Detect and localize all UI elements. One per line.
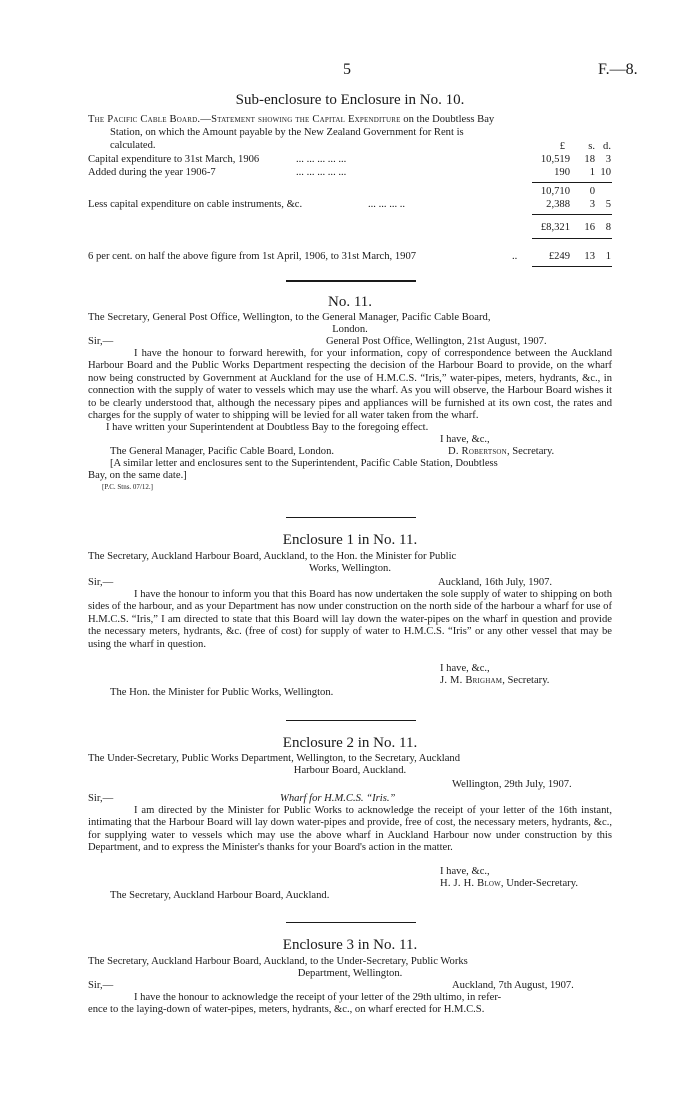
row-shillings: 18 xyxy=(584,154,595,165)
header-pounds: £ xyxy=(559,141,565,152)
enc1-body: I have the honour to inform you that this Board has now undertaken the sole supply of water to shipping on both sides of the harbour, and as your Department has now under construction on the north side of the harbour a wharf for use of H.M.C.S. “Iris,” I am directed to state that this Board will lay down the water-pipes on the wharf in question and provide the necessary meters, hydrants, &c. (free of cost) for supply of water to H.M.C.S. “Iris” or any other vessel that may be using the wharf in question. xyxy=(88,589,612,650)
no11-recipient: The General Manager, Pacific Cable Board, London. xyxy=(110,446,335,457)
enc3-address-line-2: Department, Wellington. xyxy=(297,968,403,979)
enc2-address-line-2: Harbour Board, Auckland. xyxy=(293,765,407,776)
enc2-address-line-1: The Under-Secretary, Public Works Department, Wellington, to the Secretary, Auckland xyxy=(88,753,460,764)
signature-name: J. M. Brigham xyxy=(440,675,503,686)
row-label: Capital expenditure to 31st March, 1906 xyxy=(88,154,260,165)
row-pounds: 2,388 xyxy=(546,199,570,210)
no11-body: I have the honour to forward herewith, for your information, copy of correspondence between the Auckland Harbour Board and the Public Works Department respecting the decision of the Harbour Board to provide, on the wharf now being constructed by Government at Auckland for the use of H.M.C.S. “Iris,” water-pipes, meters, hydrants, &c., in connection with the supply of water to vessels which may use the wharf. As you will observe, the Harbour Board wishes it to be clearly understood that, although the necessary pipes and appliances will be furnished at its own cost, the rates and charges for the supply of water to shipping will be levied for all water taken from the wharf. xyxy=(88,348,612,422)
enc1-closing: I have, &c., xyxy=(440,663,490,674)
row-pounds: 10,710 xyxy=(540,186,570,197)
row-leader: .. xyxy=(512,251,518,262)
row-shillings: 0 xyxy=(589,186,595,197)
header-pence: d. xyxy=(603,141,611,152)
statement-title-line-1 xyxy=(88,114,494,126)
enc1-signature xyxy=(440,675,549,687)
enc2-heading: Enclosure 2 in No. 11. xyxy=(282,735,418,751)
statement-title-part: Capital Expenditure xyxy=(312,114,401,125)
enc1-recipient: The Hon. the Minister for Public Works, Wellington. xyxy=(110,687,334,698)
total-rule xyxy=(532,214,612,215)
section-separator xyxy=(286,280,416,282)
document-code: F.—8. xyxy=(598,61,638,78)
final-rule xyxy=(532,266,612,267)
row-pence: 8 xyxy=(605,222,611,233)
enc1-place-date: Auckland, 16th July, 1907. xyxy=(438,577,553,588)
enc2-signature xyxy=(440,878,578,890)
no11-salutation: Sir,— xyxy=(88,336,114,347)
no11-address-line-2: London. xyxy=(332,324,368,335)
enc1-address-line-1: The Secretary, Auckland Harbour Board, Auckland, to the Hon. the Minister for Public xyxy=(88,551,457,562)
row-pounds: £8,321 xyxy=(540,222,570,233)
no11-note-line-1: [A similar letter and enclosures sent to the Superintendent, Pacific Cable Station, Doubtless xyxy=(110,458,498,469)
no11-closing: I have, &c., xyxy=(440,434,490,445)
row-shillings: 13 xyxy=(584,251,595,262)
no11-body-2: I have written your Superintendent at Doubtless Bay to the foregoing effect. xyxy=(106,422,429,433)
signature-title: , Secretary. xyxy=(506,446,555,457)
statement-title-line-2: Station, on which the Amount payable by the New Zealand Government for Rent is xyxy=(110,127,464,138)
row-label: 6 per cent. on half the above figure from 1st April, 1906, to 31st March, 1907 xyxy=(88,251,417,262)
no11-heading: No. 11. xyxy=(327,294,373,310)
enc2-salutation: Sir,— xyxy=(88,793,114,804)
statement-title-line-3: calculated. xyxy=(110,140,156,151)
subtotal-rule xyxy=(532,182,612,183)
row-shillings: 16 xyxy=(584,222,595,233)
row-pounds: £249 xyxy=(548,251,570,262)
row-leader: ... ... ... .. xyxy=(368,199,406,210)
enc3-salutation: Sir,— xyxy=(88,980,114,991)
enc1-address-line-2: Works, Wellington. xyxy=(309,563,391,574)
enc1-salutation: Sir,— xyxy=(88,577,114,588)
enc3-body-line-1: I have the honour to acknowledge the receipt of your letter of the 29th ultimo, in refer- xyxy=(134,992,502,1003)
enc3-address-line-1: The Secretary, Auckland Harbour Board, Auckland, to the Under-Secretary, Public Works xyxy=(88,956,468,967)
enc2-body: I am directed by the Minister for Public Works to acknowledge the receipt of your letter of the 16th instant, intimating that the Harbour Board will lay down water-pipes and provide, free of cost, the necessary meters, hydrants, &c., for supplying water to vessels which may use the above wharf in Auckland Harbour now under construction by this Department, and to express the Minister's thanks for your Board's action in the matter. xyxy=(88,805,612,854)
enc1-heading: Enclosure 1 in No. 11. xyxy=(282,532,418,548)
statement-title-part: —Statement showing the xyxy=(200,114,313,125)
no11-signature xyxy=(448,446,554,458)
row-pence: 1 xyxy=(605,251,611,262)
no11-place-date: General Post Office, Wellington, 21st August, 1907. xyxy=(326,336,547,347)
row-pounds: 190 xyxy=(554,167,570,178)
section-separator xyxy=(286,922,416,923)
signature-title: , Secretary. xyxy=(502,675,550,686)
section-separator xyxy=(286,720,416,721)
section-separator xyxy=(286,517,416,518)
page-number: 5 xyxy=(343,61,351,78)
signature-name: D. Robertson xyxy=(448,446,507,457)
row-shillings: 1 xyxy=(589,167,595,178)
total-rule-double xyxy=(532,238,612,239)
row-label: Less capital expenditure on cable instruments, &c. xyxy=(88,199,303,210)
row-leader: ... ... ... ... ... xyxy=(296,167,347,178)
header-shillings: s. xyxy=(588,141,595,152)
row-pounds: 10,519 xyxy=(540,154,570,165)
no11-address-line-1: The Secretary, General Post Office, Wellington, to the General Manager, Pacific Cable Board, xyxy=(88,312,491,323)
enc2-subject: Wharf for H.M.C.S. “Iris.” xyxy=(280,793,396,804)
row-leader: ... ... ... ... ... xyxy=(296,154,347,165)
row-label: Added during the year 1906-7 xyxy=(88,167,216,178)
row-pence: 10 xyxy=(600,167,611,178)
enc3-body-line-2: ence to the laying-down of water-pipes, meters, hydrants, &c., on wharf erected for H.M.C.S. xyxy=(88,1004,485,1015)
enc3-place-date: Auckland, 7th August, 1907. xyxy=(452,980,574,991)
row-pence: 5 xyxy=(605,199,611,210)
enc2-closing: I have, &c., xyxy=(440,866,490,877)
enc2-recipient: The Secretary, Auckland Harbour Board, Auckland. xyxy=(110,890,330,901)
statement-org: The Pacific Cable Board. xyxy=(88,114,201,125)
signature-title: , Under-Secretary. xyxy=(500,878,578,889)
enc2-place-date: Wellington, 29th July, 1907. xyxy=(452,779,572,790)
sub-enclosure-heading: Sub-enclosure to Enclosure in No. 10. xyxy=(235,92,465,108)
no11-note-line-2: Bay, on the same date.] xyxy=(88,470,187,481)
row-pence: 3 xyxy=(605,154,611,165)
row-shillings: 3 xyxy=(589,199,595,210)
statement-title-part: on the Doubtless Bay xyxy=(400,114,495,125)
no11-file-ref: [P.C. Stns. 07/12.] xyxy=(102,483,153,491)
enc3-heading: Enclosure 3 in No. 11. xyxy=(282,937,418,953)
signature-name: H. J. H. Blow xyxy=(440,878,501,889)
